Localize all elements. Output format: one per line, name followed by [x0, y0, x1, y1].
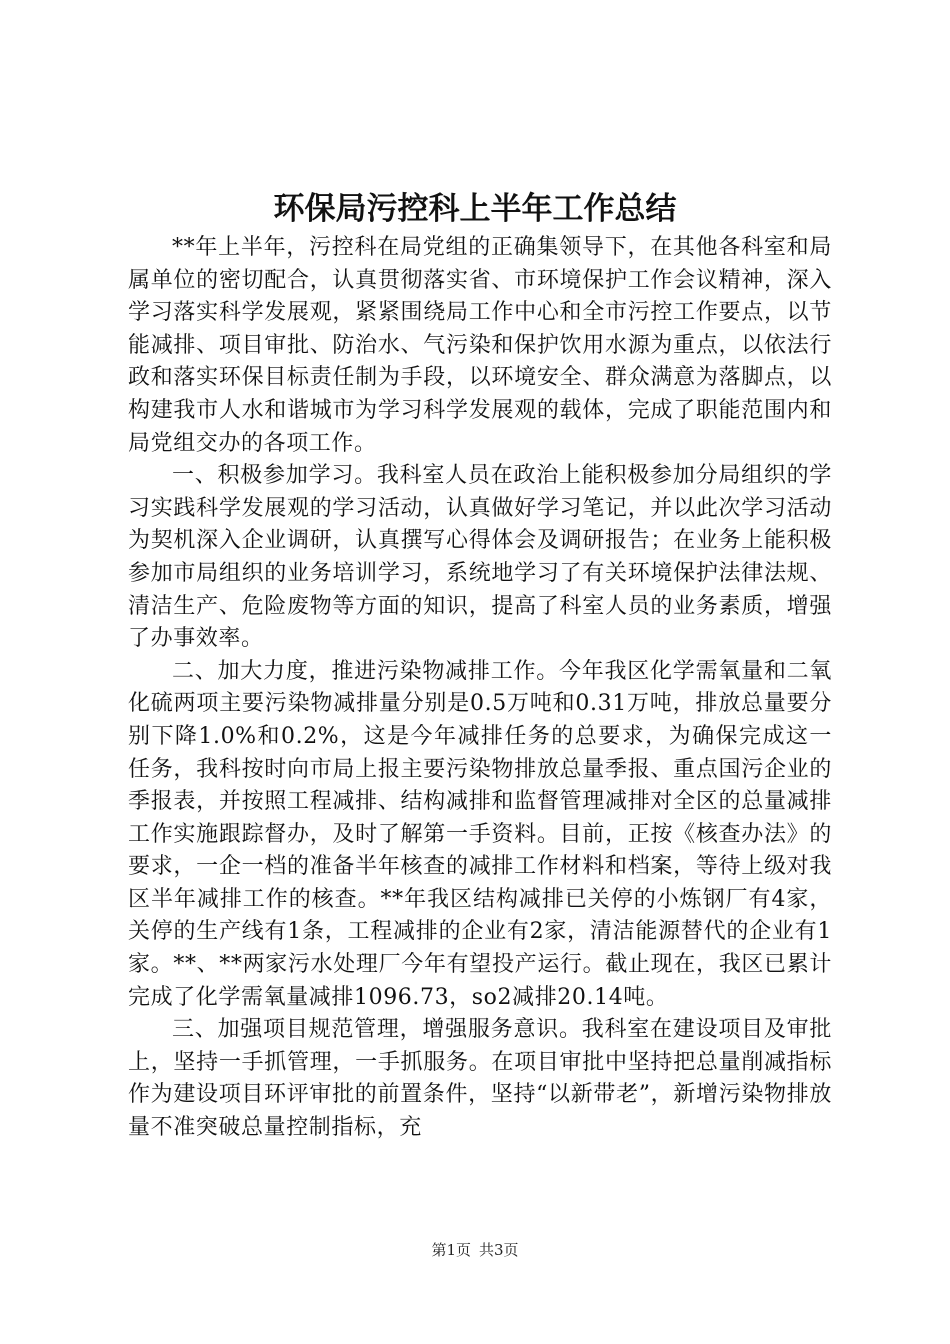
paragraph-section-2: 二、加大力度，推进污染物减排工作。今年我区化学需氧量和二氧化硫两项主要污染物减排量分别是0.5万吨和0.31万吨，排放总量要分别下降1.0%和0.2%，这是今年减排任务的总要求，为确保完成这一任务，我科按时向市局上报主要污染物排放总量季报、重点国污企业的季报表，并按照工程减排、结构减排和监督管理减排对全区的总量减排工作实施跟踪督办，及时了解第一手资料。目前，正按《核查办法》的要求，一企一档的准备半年核查的减排工作材料和档案，等待上级对我区半年减排工作的核查。**年我区结构减排已关停的小炼钢厂有4家，关停的生产线有1条，工程减排的企业有2家，清洁能源替代的企业有1家。**、**两家污水处理厂今年有望投产运行。截止现在，我区已累计完成了化学需氧量减排1096.73，so2减排20.14吨。: [128, 658, 832, 1010]
document-title: 环保局污控科上半年工作总结: [273, 191, 677, 227]
page-total: 共3页: [479, 1241, 519, 1259]
paragraph-section-3: 三、加强项目规范管理，增强服务意识。我科室在建设项目及审批上，坚持一手抓管理，一手抓服务。在项目审批中坚持把总量削减指标作为建设项目环评审批的前置条件，坚持“以新带老”，新增污染物排放量不准突破总量控制指标，充: [128, 1017, 832, 1141]
document-body: [128, 232, 832, 1145]
page-number: 第1页: [431, 1241, 471, 1259]
paragraph-intro: **年上半年，污控科在局党组的正确集领导下，在其他各科室和局属单位的密切配合，认真贯彻落实省、市环境保护工作会议精神，深入学习落实科学发展观，紧紧围绕局工作中心和全市污控工作要点，以节能减排、项目审批、防治水、气污染和保护饮用水源为重点，以依法行政和落实环保目标责任制为手段，以环境安全、群众满意为落脚点，以构建我市人水和谐城市为学习科学发展观的载体，完成了职能范围内和局党组交办的各项工作。: [128, 235, 832, 456]
page-footer: [0, 1240, 950, 1260]
paragraph-section-1: 一、积极参加学习。我科室人员在政治上能积极参加分局组织的学习实践科学发展观的学习活动，认真做好学习笔记，并以此次学习活动为契机深入企业调研，认真撰写心得体会及调研报告；在业务上能积极参加市局组织的业务培训学习，系统地学习了有关环境保护法律法规、清洁生产、危险废物等方面的知识，提高了科室人员的业务素质，增强了办事效率。: [128, 463, 832, 652]
